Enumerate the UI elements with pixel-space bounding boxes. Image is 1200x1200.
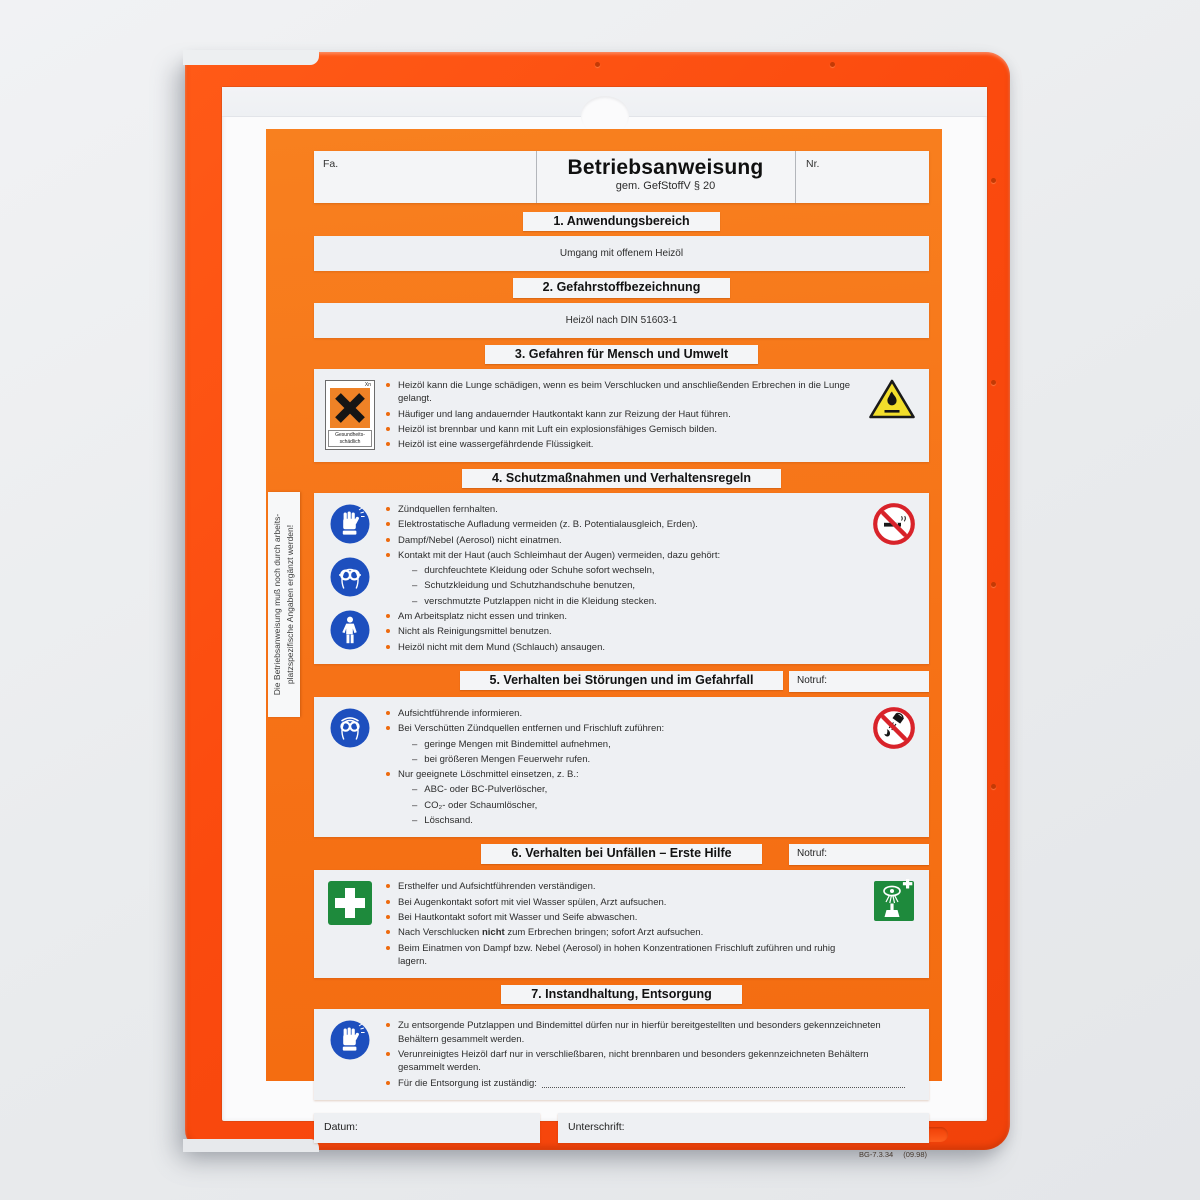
frame-pin-hole: [991, 380, 996, 385]
section-6-title: 6. Verhalten bei Unfällen – Erste Hilfe: [481, 844, 761, 863]
section-4-title: 4. Schutzmaßnahmen und Verhaltensregeln: [462, 469, 781, 488]
protective-clothing-icon: [330, 610, 370, 650]
section-6-header-row: [314, 844, 929, 865]
list-item: Am Arbeitsplatz nicht essen und trinken.: [386, 610, 863, 623]
list-item: Für die Entsorgung ist zuständig:: [386, 1077, 905, 1090]
frame-notch-bottom-left: [183, 1139, 319, 1152]
list-item: Häufiger und lang andauernder Hautkontakt kann zur Reizung der Haut führen.: [386, 408, 863, 421]
section-7-title: 7. Instandhaltung, Entsorgung: [501, 985, 742, 1004]
list-item: Elektrostatische Aufladung vermeiden (z. B. Potentialausgleich, Erden).: [386, 518, 863, 531]
list-item: Nach Verschlucken nicht zum Erbrechen bringen; sofort Arzt aufsuchen.: [386, 926, 863, 939]
list-item: Nicht als Reinigungsmittel benutzen.: [386, 625, 863, 638]
list-item: Heizöl nicht mit dem Mund (Schlauch) ansaugen.: [386, 641, 863, 654]
number-field-label: Nr.: [806, 158, 820, 170]
signature-field: Unterschrift:: [558, 1113, 929, 1143]
signature-row: [314, 1113, 929, 1143]
list-item: Kontakt mit der Haut (auch Schleimhaut der Augen) vermeiden, dazu gehört:: [386, 549, 863, 562]
eye-wash-station-icon: [874, 879, 916, 923]
list-item: Bei Hautkontakt sofort mit Wasser und Seife abwaschen.: [386, 911, 863, 924]
section-1-value: Umgang mit offenem Heizöl: [314, 236, 929, 271]
side-note-line1: Die Betriebsanweisung muß noch durch arbeits-: [272, 513, 283, 696]
list-item: Nur geeignete Löschmittel einsetzen, z. B.:: [386, 768, 863, 781]
emergency-call-field: Notruf:: [789, 844, 929, 865]
list-item: Beim Einatmen von Dampf bzw. Nebel (Aerosol) in hohen Konzentrationen Frischluft zuführen und ruhig lagern.: [386, 942, 863, 969]
harmful-xn-icon: Xn Gesundheits- schädlich: [325, 380, 375, 450]
list-item: Ersthelfer und Aufsichtführenden verständigen.: [386, 880, 863, 893]
list-item: Aufsichtführende informieren.: [386, 707, 863, 720]
list-subitem: – CO₂- oder Schaumlöscher,: [412, 799, 863, 812]
list-subitem: – ABC- oder BC-Pulverlöscher,: [412, 783, 863, 796]
section-3-title: 3. Gefahren für Mensch und Umwelt: [485, 345, 758, 364]
header-divider: [795, 151, 796, 203]
first-aid-cross-icon: [328, 881, 372, 925]
section-5-box: [314, 697, 929, 837]
fill-in-line: [542, 1077, 905, 1088]
operating-instruction-document: [266, 129, 942, 1159]
document-header: [314, 151, 929, 203]
face-protection-icon: [330, 708, 370, 748]
no-smoking-icon: [872, 502, 916, 546]
protective-gloves-icon: [330, 1020, 370, 1060]
date-field: Datum:: [314, 1113, 540, 1143]
frame-pin-hole: [991, 582, 996, 587]
section-6-box: [314, 870, 929, 978]
safety-goggles-icon: [330, 557, 370, 597]
side-note: [268, 492, 300, 717]
section-2-value: Heizöl nach DIN 51603-1: [314, 303, 929, 338]
protective-gloves-icon: [330, 504, 370, 544]
no-extinguishing-with-water-icon: [872, 706, 916, 750]
section-4-box: [314, 493, 929, 664]
list-item: Heizöl kann die Lunge schädigen, wenn es beim Verschlucken und anschließenden Erbrechen in die Lunge gelangt.: [386, 379, 863, 406]
emergency-call-field: Notruf:: [789, 671, 929, 692]
frame-pin-hole: [991, 784, 996, 789]
frame-pin-hole: [830, 62, 835, 67]
list-item: Heizöl ist brennbar und kann mit Luft ein explosionsfähiges Gemisch bilden.: [386, 423, 863, 436]
frame-pin-hole: [595, 62, 600, 67]
list-subitem: – durchfeuchtete Kleidung oder Schuhe sofort wechseln,: [412, 564, 863, 577]
display-frame: [185, 52, 1010, 1159]
document-subtitle: gem. GefStoffV § 20: [615, 180, 716, 193]
frame-notch-top-left: [183, 50, 319, 65]
document-title: Betriebsanweisung: [567, 156, 764, 179]
section-2-title: 2. Gefahrstoffbezeichnung: [513, 278, 731, 297]
list-subitem: – verschmutzte Putzlappen nicht in die Kleidung stecken.: [412, 595, 863, 608]
document-pocket: [222, 87, 987, 1159]
section-3-box: [314, 369, 929, 461]
list-item: Zu entsorgende Putzlappen und Bindemittel dürfen nur in hierfür bereitgestellten und besonders gekennzeichneten Behältern gesammelt werden.: [386, 1019, 905, 1046]
list-subitem: – bei größeren Mengen Feuerwehr rufen.: [412, 753, 863, 766]
section-7-box: [314, 1009, 929, 1099]
company-field-label: Fa.: [323, 158, 339, 170]
list-subitem: – Schutzkleidung und Schutzhandschuhe benutzen,: [412, 579, 863, 592]
list-item: Heizöl ist eine wassergefährdende Flüssigkeit.: [386, 438, 863, 451]
frame-pin-hole: [991, 178, 996, 183]
list-item: Bei Augenkontakt sofort mit viel Wasser spülen, Arzt aufsuchen.: [386, 896, 863, 909]
flammable-warning-icon: [868, 378, 916, 420]
list-item: Dampf/Nebel (Aerosol) nicht einatmen.: [386, 534, 863, 547]
document-reference: BG-7.3.34 (09.98): [859, 1149, 927, 1159]
section-5-header-row: [314, 671, 929, 692]
list-subitem: – Löschsand.: [412, 814, 863, 827]
section-1-title: 1. Anwendungsbereich: [523, 212, 719, 231]
section-5-title: 5. Verhalten bei Störungen und im Gefahrfall: [460, 671, 784, 690]
list-item: Verunreinigtes Heizöl darf nur in verschließbaren, nicht brennbaren und besonders gekennzeichneten Behältern gesammelt werden.: [386, 1048, 905, 1075]
side-note-line2: platzspezifische Angaben ergänzt werden!: [285, 524, 295, 685]
list-subitem: – geringe Mengen mit Bindemittel aufnehmen,: [412, 738, 863, 751]
list-item: Zündquellen fernhalten.: [386, 503, 863, 516]
list-item: Bei Verschütten Zündquellen entfernen und Frischluft zuführen:: [386, 722, 863, 735]
st-andrews-cross-icon: [330, 388, 370, 428]
